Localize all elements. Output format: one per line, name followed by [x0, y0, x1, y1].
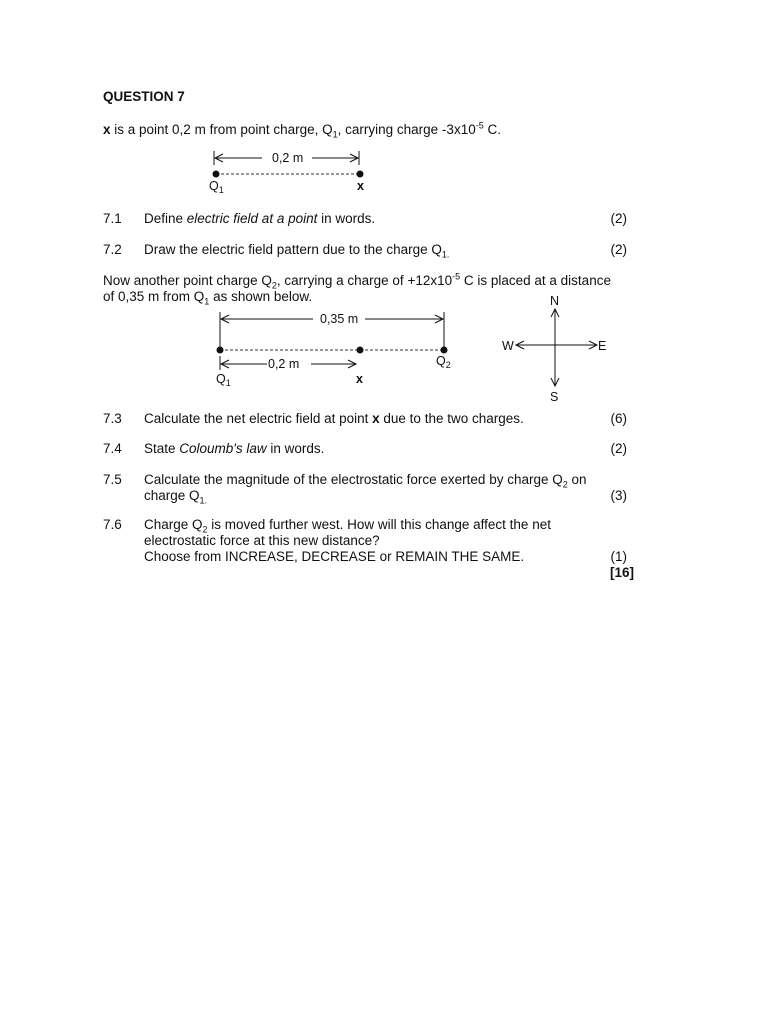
q7-4-number: 7.4 [103, 441, 122, 456]
q7-6-text-line-2: electrostatic force at this new distance? [144, 533, 380, 548]
q2-label: $Q_2$ [436, 354, 451, 370]
q7-1-text: Define electric field at a point in words. [144, 211, 376, 226]
charge-q1-dot [213, 171, 220, 178]
q7-5-marks: (3) [610, 488, 627, 503]
q7-2-number: 7.2 [103, 242, 122, 257]
compass-north: N [550, 294, 560, 308]
compass-east: E [598, 339, 607, 353]
compass-diagram [495, 290, 615, 405]
q1-label: $Q_1$ [209, 179, 224, 195]
total-marks: [16] [609, 565, 634, 580]
compass-south: S [550, 390, 559, 404]
question-title: QUESTION 7 [103, 89, 185, 104]
q7-2-marks: (2) [610, 242, 627, 257]
q7-3-marks: (6) [610, 411, 627, 426]
charge-q1-dot [217, 347, 224, 354]
point-x-dot [357, 171, 364, 178]
q7-1-marks: (2) [610, 211, 627, 226]
q7-2-text: Draw the electric field pattern due to the charge $Q_{1.}$ [144, 242, 450, 260]
diagram-two-charges [205, 308, 465, 386]
q7-1-number: 7.1 [103, 211, 122, 226]
q7-6-number: 7.6 [103, 517, 122, 532]
total-distance-label: 0,35 m [320, 312, 359, 326]
q7-4-marks: (2) [610, 441, 627, 456]
point-x-dot [357, 347, 364, 354]
paragraph-line-1: Now another point charge $Q_2$, carrying a charge of $+12x10^{-5}$ C is placed at a distance [103, 271, 611, 291]
q7-4-text: State Coloumb's law in words. [144, 441, 325, 456]
intro-text: x is a point 0,2 m from point charge, $Q_1$, carrying charge $-3x10^{-5}$ C. [103, 120, 501, 140]
q7-6-text-line-1: Charge $Q_2$ is moved further west. How will this change affect the net [144, 517, 551, 535]
x-label: x [357, 179, 364, 193]
compass-west: W [502, 339, 514, 353]
q7-6-marks: (1) [610, 549, 627, 564]
paragraph-line-2: of 0,35 m from $Q_1$ as shown below. [103, 289, 313, 307]
diagram-charge-q1-point-x [200, 145, 380, 195]
q7-3-text: Calculate the net electric field at point x due to the two charges. [144, 411, 524, 426]
q7-5-text-line-1: Calculate the magnitude of the electrostatic force exerted by charge $Q_2$ on [144, 472, 587, 490]
q7-6-text-line-3: Choose from INCREASE, DECREASE or REMAIN THE SAME. [144, 549, 525, 564]
point-x-bold: x [103, 122, 111, 137]
q7-5-number: 7.5 [103, 472, 122, 487]
q7-5-text-line-2: charge $Q_{1.}$ [144, 488, 208, 506]
x-label: x [356, 372, 363, 386]
charge-q2-dot [441, 347, 448, 354]
part-distance-label: 0,2 m [268, 357, 300, 371]
q7-3-number: 7.3 [103, 411, 122, 426]
q1-label: $Q_1$ [216, 372, 231, 386]
distance-label: 0,2 m [272, 151, 304, 165]
